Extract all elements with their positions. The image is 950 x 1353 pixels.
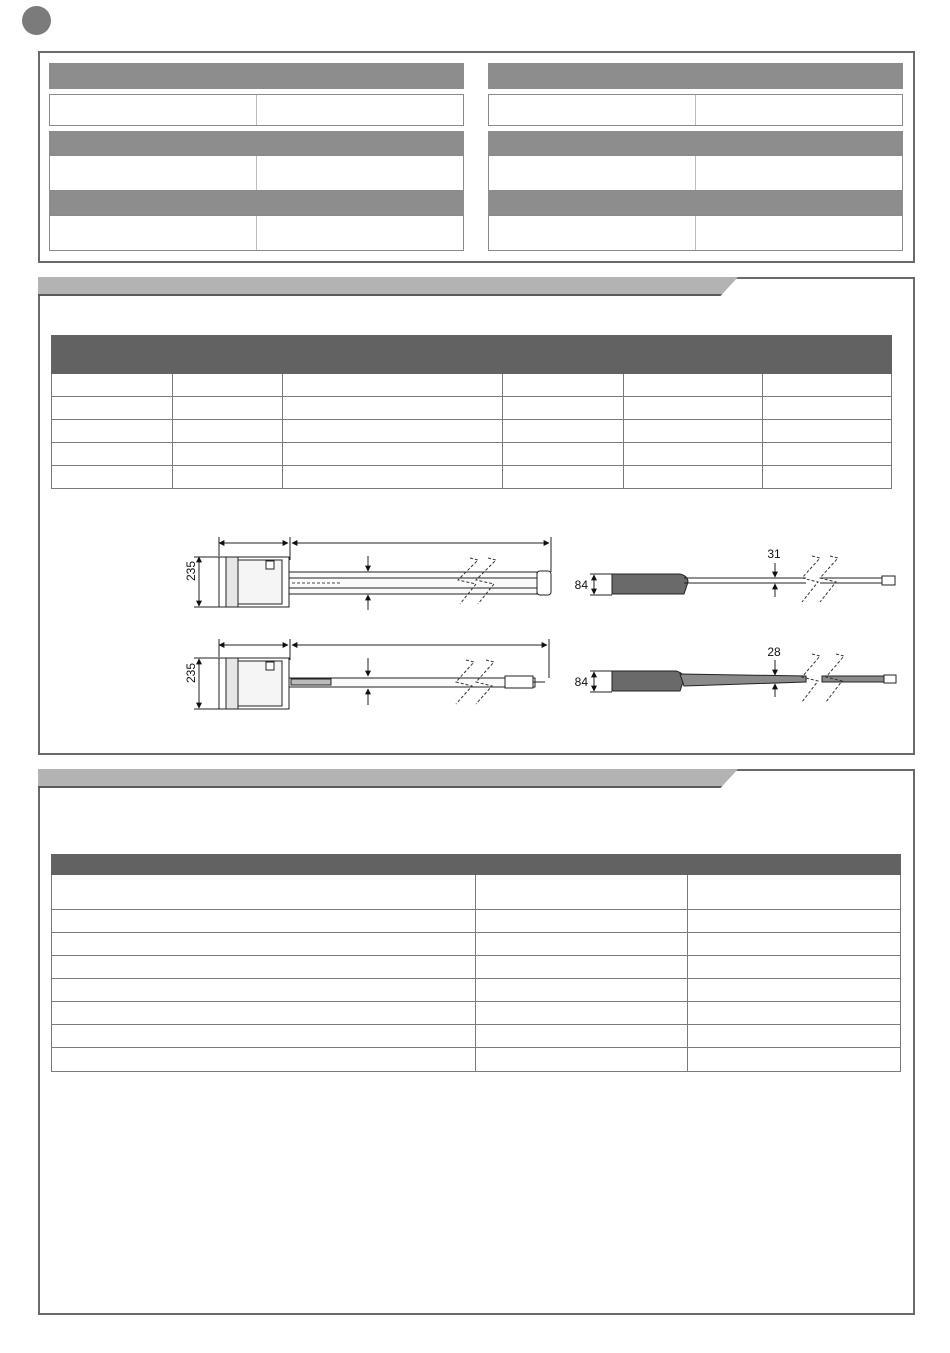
table-row [52,979,901,1002]
table-row [52,956,901,979]
section-3-tab [38,769,738,788]
dimension-label-height: 235 [184,560,198,582]
dimension-label-height: 84 [574,675,588,689]
dimension-label-height: 235 [184,662,198,684]
table-row [52,1025,901,1048]
specs-table [51,854,901,1072]
table-row [52,910,901,933]
table-header-row [52,855,901,875]
drawing-bottom-right [590,654,896,702]
table-row [52,875,901,910]
table-row [52,933,901,956]
table-row [52,1048,901,1072]
dimension-label-height: 84 [574,578,588,592]
dimension-label-thickness: 31 [767,547,781,561]
table-row [52,1002,901,1025]
drawing-top-right [590,556,895,602]
drawing-top-left [194,537,551,610]
drawing-bottom-left [194,639,549,709]
dimension-label-thickness: 28 [767,645,781,659]
